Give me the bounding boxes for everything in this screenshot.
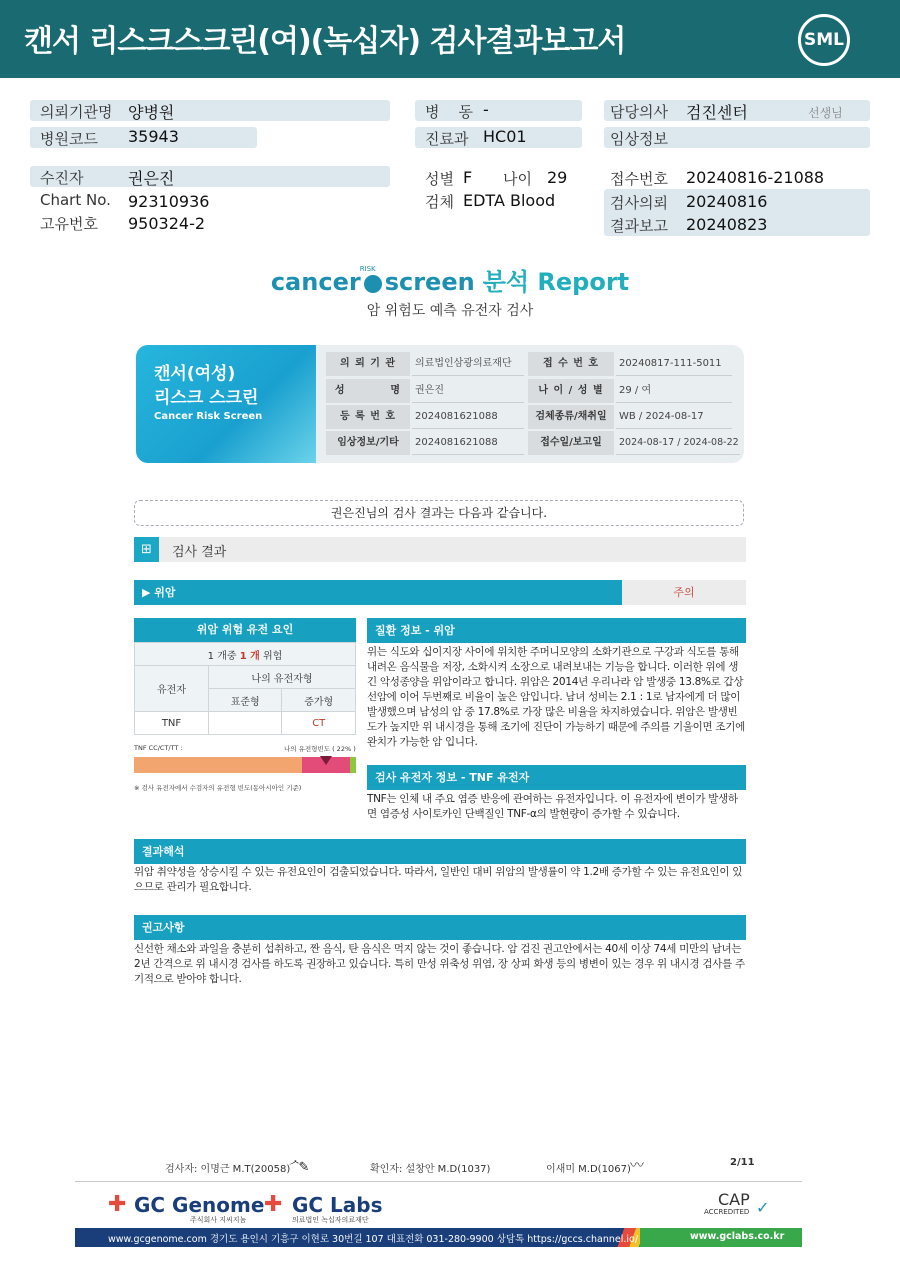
- doctor-suffix: 선생님: [808, 106, 843, 120]
- card-key: 등 록 번 호: [326, 405, 410, 429]
- report-subtitle: 암 위험도 예측 유전자 검사: [366, 303, 534, 319]
- footer-divider: [75, 1181, 802, 1182]
- freq-right-label: 나의 유전형빈도 ( 22% ): [284, 745, 356, 753]
- sml-logo: SML: [798, 14, 850, 66]
- my-genotype-header: 나의 유전자형: [209, 666, 356, 689]
- receipt-value: 20240816-21088: [686, 168, 825, 187]
- card-value: 의료법인삼광의료재단: [412, 352, 524, 376]
- card-value: 20240817-111-5011: [616, 352, 732, 376]
- sex-value: F: [463, 168, 473, 187]
- stomach-cancer-bar: ▶ 위암: [134, 580, 622, 605]
- logo-screen-text: screen: [384, 268, 475, 296]
- confirmer2-signature: 이새미 M.D(1067): [546, 1164, 631, 1175]
- confirmer2-sign-mark: 〰: [630, 1158, 644, 1174]
- normal-type-header: 표준형: [209, 689, 282, 712]
- req-org-value: 양병원: [128, 103, 175, 122]
- freq-bar-tail: [350, 757, 356, 773]
- chart-label: Chart No.: [40, 191, 111, 209]
- intro-message: 권은진님의 검사 결과는 다음과 같습니다.: [134, 500, 744, 526]
- recommendation-header: 권고사항: [134, 915, 746, 940]
- chart-value: 92310936: [128, 192, 210, 211]
- page-number: 2/11: [730, 1157, 755, 1168]
- summary-card: [136, 345, 744, 463]
- specimen-label: 검체: [425, 193, 454, 211]
- factor-table: [134, 642, 356, 735]
- card-key: 접 수 번 호: [528, 352, 614, 376]
- clinical-label: 임상정보: [610, 130, 668, 148]
- interpretation-header: 결과해석: [134, 839, 746, 864]
- checkmark-icon: ✓: [756, 1198, 770, 1217]
- gene-info-text: TNF는 인체 내 주요 염증 반응에 관여하는 유전자입니다. 이 유전자에 변이가 발생하면 염증성 사이토카인 단백질인 TNF-α의 발현량이 증가할 수 있습니다.: [367, 793, 738, 820]
- ward-value: -: [483, 100, 489, 119]
- uid-label: 고유번호: [40, 215, 98, 233]
- card-key: 접수일/보고일: [528, 431, 614, 455]
- cap-accredited: ACCREDITED: [704, 1208, 750, 1216]
- gene-info-header: 검사 유전자 정보 - TNF 유전자: [367, 765, 746, 790]
- card-key: 성 명: [326, 379, 410, 403]
- gc-genome-logo: GC Genome: [134, 1193, 265, 1217]
- card-value: 29 / 여: [616, 379, 732, 403]
- count-post: 위험: [259, 650, 283, 662]
- sex-label: 성별: [425, 170, 454, 188]
- dept-value: HC01: [483, 127, 527, 146]
- increased-type-header: 증가형: [282, 689, 356, 712]
- reported-label: 결과보고: [610, 217, 668, 235]
- gc-labs-sub: 의료법인 녹십자의료재단: [292, 1216, 369, 1224]
- receipt-label: 접수번호: [610, 170, 668, 188]
- freq-note: ※ 검사 유전자에서 수검자의 유전형 빈도(동아시아인 기준): [134, 784, 302, 792]
- folder-plus-icon: ⊞: [134, 537, 159, 562]
- name-row: [30, 166, 390, 187]
- normal-type-cell: [209, 712, 282, 735]
- document-title: 캔서 리스크스크린(여)(녹십자) 검사결과보고서: [24, 24, 626, 59]
- count-pre: 1 개중: [207, 650, 240, 662]
- confirmer-signature: 확인자: 설창안 M.D(1037): [370, 1164, 491, 1175]
- count-number: 1 개: [239, 650, 260, 662]
- address-text: www.gcgenome.com 경기도 용인시 기흥구 이현로 30번길 107 대표전화 031-280-9900 상담톡 https://gccs.channel.io/: [108, 1234, 639, 1245]
- gene-column-header: 유전자: [135, 666, 209, 712]
- logo-cancer-text: cancer: [270, 268, 361, 296]
- recommendation-text: 신선한 채소와 과일을 충분히 섭취하고, 짠 음식, 탄 음식은 먹지 않는 것이 좋습니다. 암 검진 권고안에서는 40세 이상 74세 미만의 남녀는 2년 간격으로 위 내시경 검사를 하도록 권장하고 있습니다. 특히 만성 위축성 위염, 장 상피 화생 등의 병변이 있는 경우 위 내시경 검사를 주기적으로 받아야 합니다.: [134, 943, 745, 985]
- req-org-label: 의뢰기관명: [40, 103, 113, 121]
- tester-sign-mark: ᄼ✎: [286, 1160, 310, 1175]
- requested-label: 검사의뢰: [610, 194, 668, 212]
- card-title-korean-2: 리스크 스크린: [154, 388, 259, 408]
- card-value: 2024081621088: [412, 431, 524, 455]
- ward-label: 병 동: [425, 103, 474, 121]
- disease-info-header: 질환 정보 - 위암: [367, 618, 746, 643]
- reported-value: 20240823: [686, 215, 768, 234]
- gc-labs-cross-icon: ✚: [264, 1192, 283, 1217]
- age-value: 29: [547, 168, 568, 187]
- logo-risk-text: RISK: [359, 264, 376, 273]
- cap-logo: CAP: [718, 1190, 750, 1209]
- increased-type-cell: CT: [282, 712, 356, 735]
- card-title-english: Cancer Risk Screen: [154, 411, 263, 422]
- gc-genome-cross-icon: ✚: [108, 1192, 127, 1217]
- gene-name: TNF: [135, 712, 209, 735]
- freq-pointer-icon: [320, 756, 332, 765]
- gc-labs-logo: GC Labs: [292, 1193, 383, 1217]
- card-key: 검체종류/채취일: [528, 405, 614, 429]
- age-label: 나이: [503, 170, 532, 188]
- card-key: 의 뢰 기 관: [326, 352, 410, 376]
- tester-signature: 검사자: 이명근 M.T(20058): [165, 1164, 291, 1175]
- dept-label: 진료과: [425, 130, 469, 148]
- stomach-status-badge: 주의: [622, 580, 746, 605]
- result-section-label: 검사 결과: [172, 545, 227, 560]
- gclabs-website: www.gclabs.co.kr: [690, 1231, 785, 1242]
- freq-left-label: TNF CC/CT/TT :: [134, 744, 183, 752]
- card-banner: [136, 345, 316, 463]
- card-value: 2024-08-17 / 2024-08-22: [616, 431, 740, 455]
- name-label: 수진자: [40, 169, 84, 187]
- name-value: 권은진: [128, 169, 175, 188]
- factor-count: [135, 643, 356, 666]
- uid-value: 950324-2: [128, 214, 206, 233]
- risk-dot-icon: [359, 264, 382, 293]
- interpretation-text: 위암 취약성을 상승시킬 수 있는 유전요인이 검출되었습니다. 따라서, 일반인 대비 위암의 발생률이 약 1.2배 증가할 수 있는 유전요인이 있으므로 관리가 필요합니다.: [134, 866, 743, 893]
- hospital-code-label: 병원코드: [40, 130, 98, 148]
- card-key: 나 이 / 성 별: [528, 379, 614, 403]
- card-value: WB / 2024-08-17: [616, 405, 732, 429]
- freq-bar: [134, 757, 356, 773]
- hospital-code-value: 35943: [128, 127, 179, 146]
- disease-info-text: 위는 식도와 십이지장 사이에 위치한 주머니모양의 소화기관으로 구강과 식도를 통해 내려온 음식물을 저장, 소화시켜 소장으로 내려보내는 기능을 합니다. 이러한 위에 생긴 악성종양을 위암이라고 합니다. 위암은 2014년 우리나라 암 발생중 13.8%로 갑상선암에 이어 두번째로 비율이 높은 암입니다. 남녀 성비는 2.1 : 1로 남자에게 더 많이 발생했으며 남성의 암 중 17.8%로 가장 많은 비율을 차지하였습니다. 위암은 발생빈도가 높지만 위 내시경을 통해 조기에 진단이 가능하기 때문에 주의를 기울이면 조기에 완치가 가능한 암 입니다.: [367, 646, 745, 748]
- card-title-korean: 캔서(여성): [154, 364, 236, 384]
- logo-report-text: 분석 Report: [482, 268, 630, 296]
- card-value: 권은진: [412, 379, 524, 403]
- gc-genome-sub: 주식회사 지씨지놈: [190, 1216, 247, 1224]
- doctor-value: 검진센터: [686, 103, 748, 122]
- requested-value: 20240816: [686, 192, 768, 211]
- cancer-risk-screen-logo: [0, 262, 900, 297]
- card-value: 2024081621088: [412, 405, 524, 429]
- specimen-value: EDTA Blood: [463, 191, 556, 210]
- doctor-label: 담당의사: [610, 103, 668, 121]
- factor-table-title: 위암 위험 유전 요인: [134, 618, 356, 642]
- card-key: 임상정보/기타: [326, 431, 410, 455]
